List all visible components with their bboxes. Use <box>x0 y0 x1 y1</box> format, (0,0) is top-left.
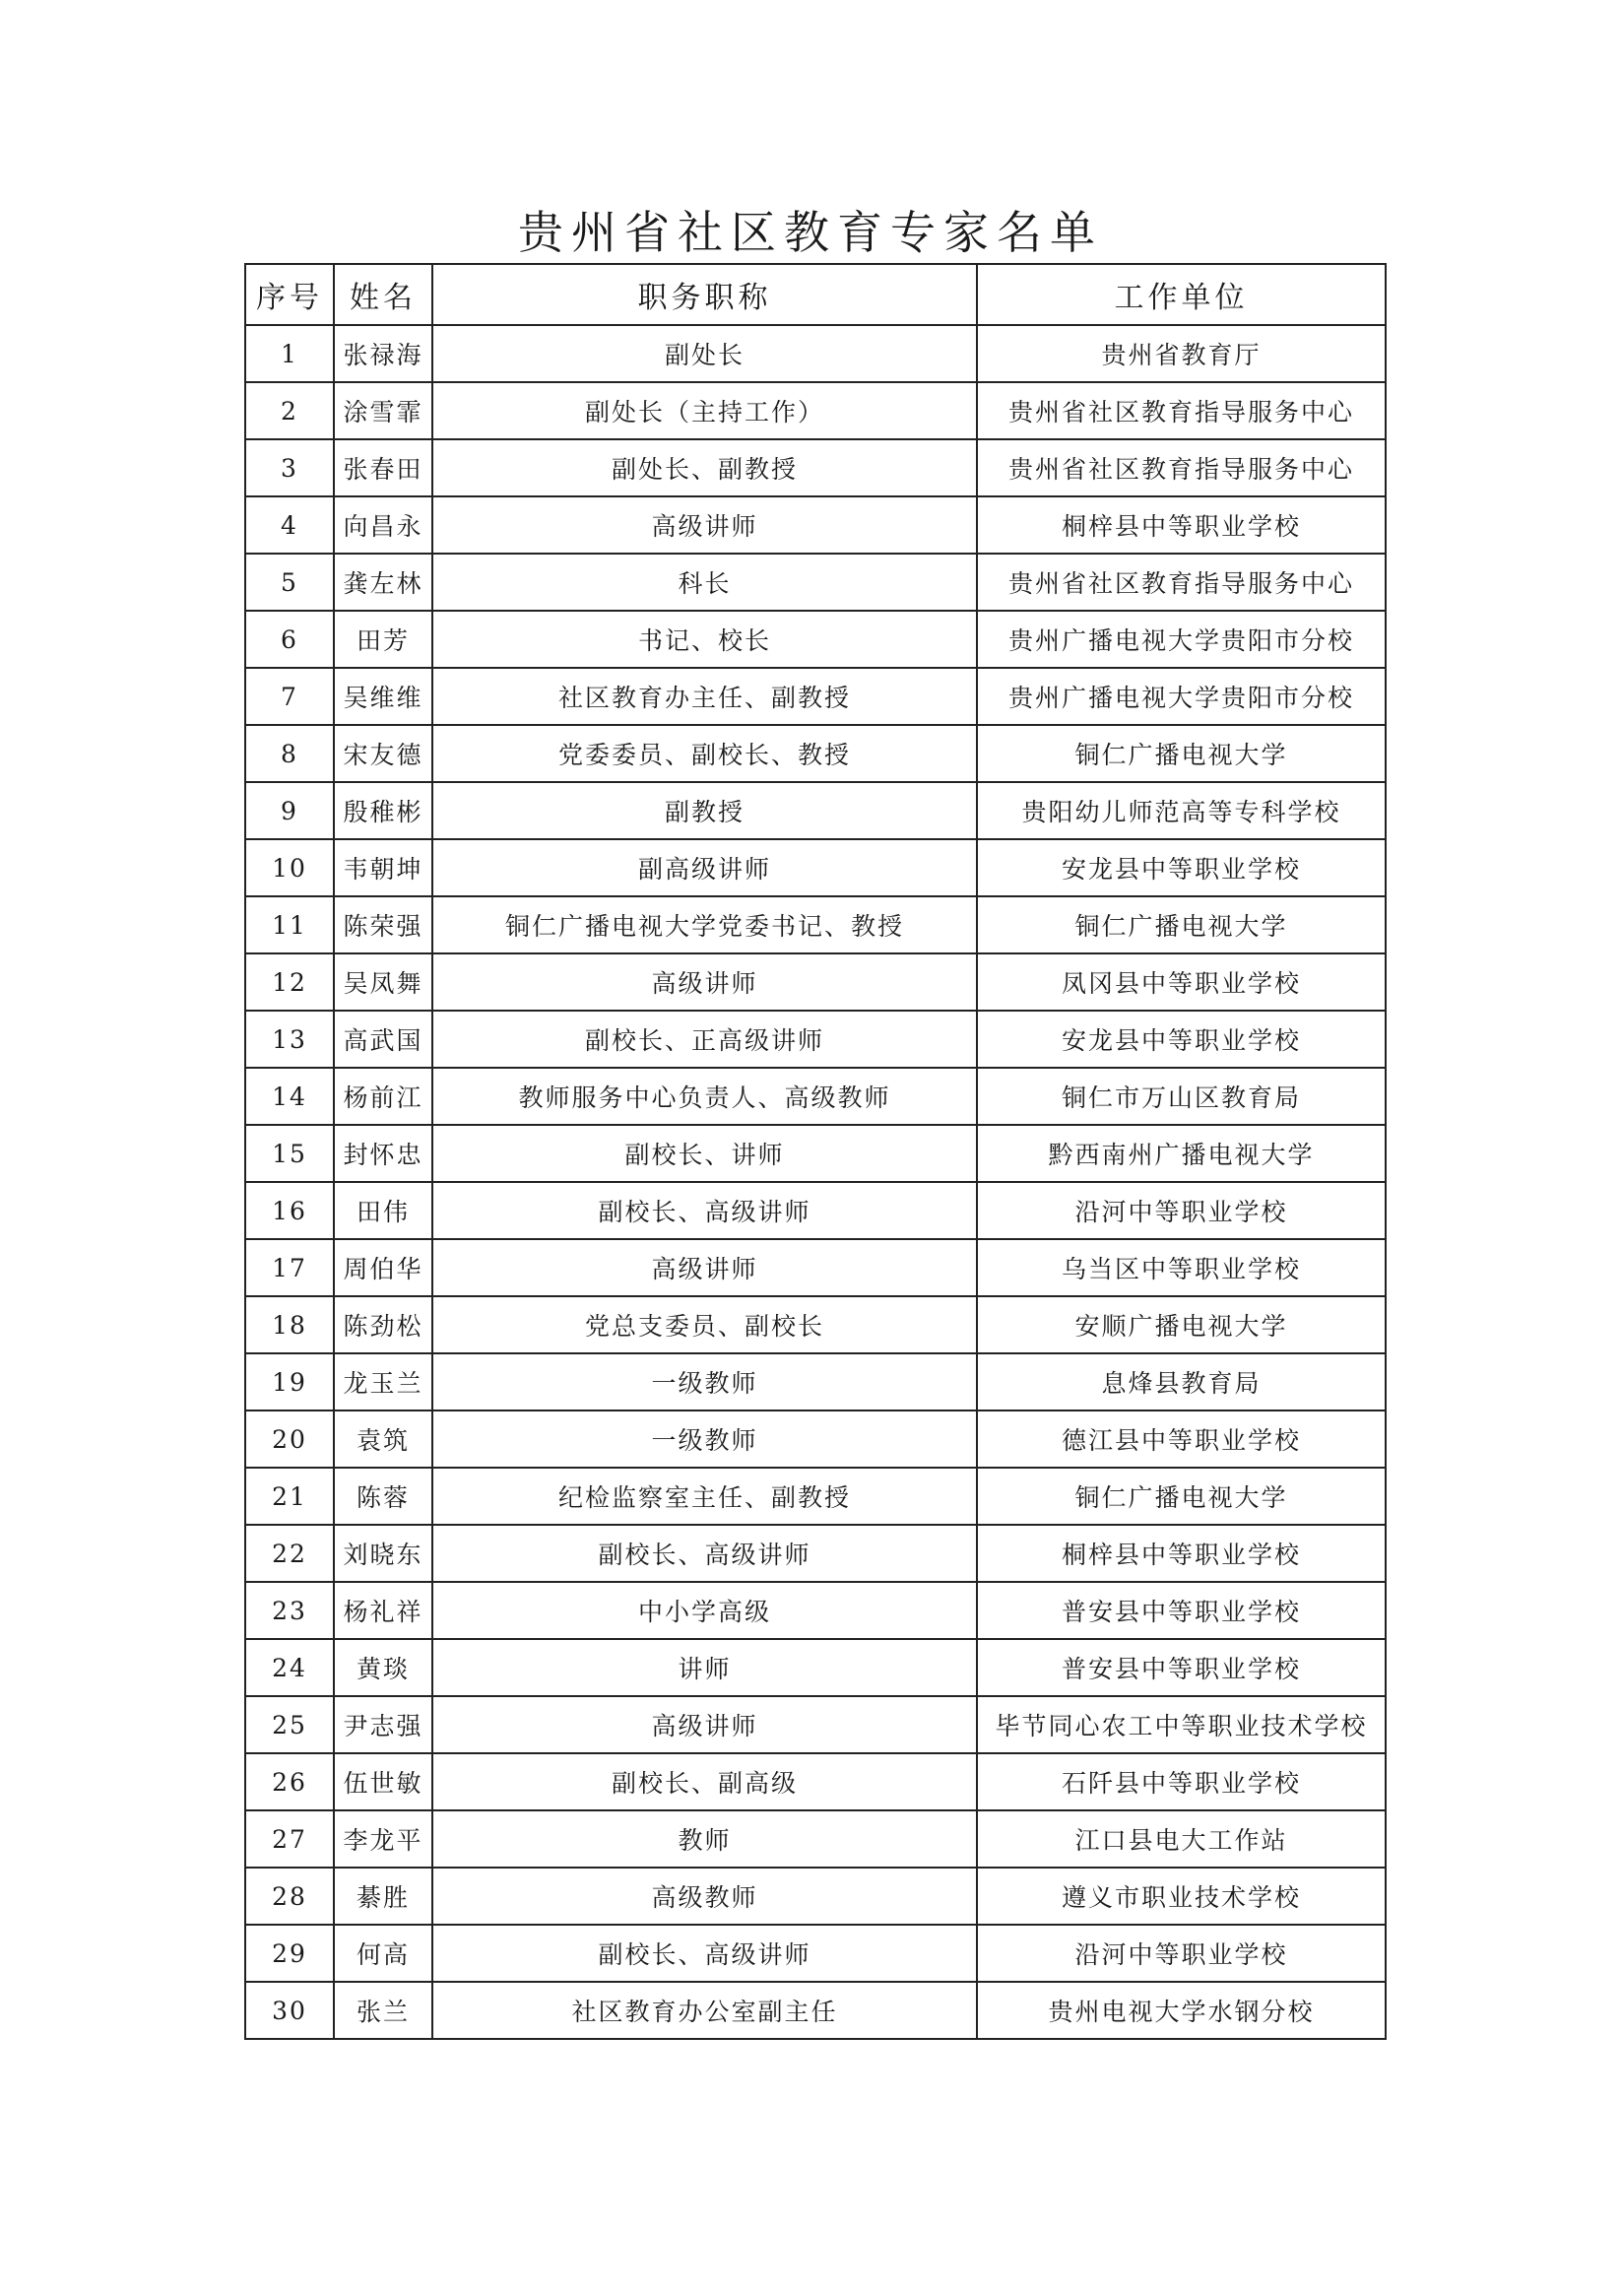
cell-no: 2 <box>245 382 334 439</box>
cell-position: 高级讲师 <box>432 953 977 1011</box>
cell-position: 中小学高级 <box>432 1582 977 1639</box>
cell-no: 3 <box>245 439 334 496</box>
cell-name: 綦胜 <box>334 1868 432 1925</box>
cell-name: 李龙平 <box>334 1810 432 1868</box>
cell-position: 党总支委员、副校长 <box>432 1296 977 1353</box>
table-row <box>245 1068 1386 1125</box>
cell-position: 副高级讲师 <box>432 839 977 896</box>
table-row <box>245 1410 1386 1468</box>
cell-unit: 沿河中等职业学校 <box>977 1182 1386 1239</box>
cell-position: 高级教师 <box>432 1868 977 1925</box>
table-body <box>245 325 1386 2039</box>
cell-position: 副处长、副教授 <box>432 439 977 496</box>
cell-unit: 安龙县中等职业学校 <box>977 839 1386 896</box>
table-row <box>245 1925 1386 1982</box>
cell-position: 副校长、正高级讲师 <box>432 1011 977 1068</box>
table-row <box>245 1868 1386 1925</box>
cell-no: 7 <box>245 668 334 725</box>
cell-no: 1 <box>245 325 334 382</box>
table-row <box>245 1982 1386 2039</box>
cell-unit: 铜仁广播电视大学 <box>977 896 1386 953</box>
cell-position: 书记、校长 <box>432 611 977 668</box>
cell-position: 高级讲师 <box>432 1239 977 1296</box>
table-row <box>245 725 1386 782</box>
cell-name: 向昌永 <box>334 496 432 554</box>
table-row <box>245 1582 1386 1639</box>
table-row <box>245 496 1386 554</box>
cell-no: 20 <box>245 1410 334 1468</box>
cell-no: 27 <box>245 1810 334 1868</box>
cell-no: 16 <box>245 1182 334 1239</box>
cell-no: 28 <box>245 1868 334 1925</box>
cell-position: 教师 <box>432 1810 977 1868</box>
cell-unit: 桐梓县中等职业学校 <box>977 496 1386 554</box>
cell-position: 副校长、讲师 <box>432 1125 977 1182</box>
cell-no: 25 <box>245 1696 334 1753</box>
table-row <box>245 1810 1386 1868</box>
table-row <box>245 325 1386 382</box>
cell-unit: 贵州省教育厅 <box>977 325 1386 382</box>
cell-name: 张兰 <box>334 1982 432 2039</box>
header-no: 序号 <box>245 264 334 325</box>
cell-no: 22 <box>245 1525 334 1582</box>
cell-name: 杨前江 <box>334 1068 432 1125</box>
cell-name: 涂雪霏 <box>334 382 432 439</box>
cell-position: 科长 <box>432 554 977 611</box>
cell-name: 龚左林 <box>334 554 432 611</box>
cell-position: 高级讲师 <box>432 496 977 554</box>
cell-name: 封怀忠 <box>334 1125 432 1182</box>
cell-position: 社区教育办主任、副教授 <box>432 668 977 725</box>
cell-no: 19 <box>245 1353 334 1410</box>
cell-no: 14 <box>245 1068 334 1125</box>
cell-no: 9 <box>245 782 334 839</box>
cell-name: 张禄海 <box>334 325 432 382</box>
cell-no: 10 <box>245 839 334 896</box>
cell-unit: 遵义市职业技术学校 <box>977 1868 1386 1925</box>
cell-name: 刘晓东 <box>334 1525 432 1582</box>
cell-position: 社区教育办公室副主任 <box>432 1982 977 2039</box>
cell-unit: 桐梓县中等职业学校 <box>977 1525 1386 1582</box>
cell-no: 6 <box>245 611 334 668</box>
table-row <box>245 554 1386 611</box>
cell-name: 高武国 <box>334 1011 432 1068</box>
table-row <box>245 839 1386 896</box>
cell-unit: 铜仁广播电视大学 <box>977 1468 1386 1525</box>
cell-position: 副处长（主持工作） <box>432 382 977 439</box>
cell-no: 29 <box>245 1925 334 1982</box>
cell-name: 杨礼祥 <box>334 1582 432 1639</box>
cell-no: 12 <box>245 953 334 1011</box>
cell-name: 田伟 <box>334 1182 432 1239</box>
cell-no: 24 <box>245 1639 334 1696</box>
cell-name: 周伯华 <box>334 1239 432 1296</box>
cell-name: 龙玉兰 <box>334 1353 432 1410</box>
cell-name: 尹志强 <box>334 1696 432 1753</box>
cell-position: 副校长、高级讲师 <box>432 1182 977 1239</box>
table-row <box>245 1296 1386 1353</box>
cell-name: 宋友德 <box>334 725 432 782</box>
cell-unit: 黔西南州广播电视大学 <box>977 1125 1386 1182</box>
cell-unit: 贵州省社区教育指导服务中心 <box>977 439 1386 496</box>
header-name: 姓名 <box>334 264 432 325</box>
cell-name: 何高 <box>334 1925 432 1982</box>
table-row <box>245 1011 1386 1068</box>
cell-position: 副校长、高级讲师 <box>432 1525 977 1582</box>
expert-table <box>244 263 1387 2040</box>
cell-name: 殷稚彬 <box>334 782 432 839</box>
table-row <box>245 896 1386 953</box>
cell-position: 党委委员、副校长、教授 <box>432 725 977 782</box>
cell-unit: 贵州广播电视大学贵阳市分校 <box>977 668 1386 725</box>
cell-name: 陈劲松 <box>334 1296 432 1353</box>
cell-no: 21 <box>245 1468 334 1525</box>
cell-name: 吴维维 <box>334 668 432 725</box>
cell-unit: 贵州电视大学水钢分校 <box>977 1982 1386 2039</box>
table-row <box>245 1125 1386 1182</box>
table-row <box>245 953 1386 1011</box>
cell-name: 伍世敏 <box>334 1753 432 1810</box>
cell-no: 23 <box>245 1582 334 1639</box>
cell-position: 讲师 <box>432 1639 977 1696</box>
cell-unit: 贵阳幼儿师范高等专科学校 <box>977 782 1386 839</box>
cell-name: 袁筑 <box>334 1410 432 1468</box>
cell-unit: 德江县中等职业学校 <box>977 1410 1386 1468</box>
table-header-row <box>245 264 1386 325</box>
table-row <box>245 668 1386 725</box>
page-title: 贵州省社区教育专家名单 <box>518 206 1103 259</box>
cell-unit: 乌当区中等职业学校 <box>977 1239 1386 1296</box>
table-row <box>245 1525 1386 1582</box>
cell-name: 黄琰 <box>334 1639 432 1696</box>
cell-no: 17 <box>245 1239 334 1296</box>
cell-position: 副校长、高级讲师 <box>432 1925 977 1982</box>
cell-unit: 安龙县中等职业学校 <box>977 1011 1386 1068</box>
table-row <box>245 1639 1386 1696</box>
cell-unit: 普安县中等职业学校 <box>977 1639 1386 1696</box>
cell-name: 韦朝坤 <box>334 839 432 896</box>
table-row <box>245 439 1386 496</box>
cell-position: 纪检监察室主任、副教授 <box>432 1468 977 1525</box>
table-row <box>245 1696 1386 1753</box>
cell-no: 11 <box>245 896 334 953</box>
cell-position: 副校长、副高级 <box>432 1753 977 1810</box>
cell-position: 教师服务中心负责人、高级教师 <box>432 1068 977 1125</box>
table-row <box>245 1753 1386 1810</box>
cell-no: 4 <box>245 496 334 554</box>
table-row <box>245 382 1386 439</box>
cell-unit: 凤冈县中等职业学校 <box>977 953 1386 1011</box>
cell-position: 铜仁广播电视大学党委书记、教授 <box>432 896 977 953</box>
cell-no: 18 <box>245 1296 334 1353</box>
cell-unit: 江口县电大工作站 <box>977 1810 1386 1868</box>
cell-unit: 安顺广播电视大学 <box>977 1296 1386 1353</box>
cell-unit: 贵州省社区教育指导服务中心 <box>977 382 1386 439</box>
cell-unit: 毕节同心农工中等职业技术学校 <box>977 1696 1386 1753</box>
table-row <box>245 1239 1386 1296</box>
cell-position: 一级教师 <box>432 1410 977 1468</box>
cell-position: 高级讲师 <box>432 1696 977 1753</box>
cell-unit: 贵州广播电视大学贵阳市分校 <box>977 611 1386 668</box>
header-position: 职务职称 <box>432 264 977 325</box>
cell-name: 陈蓉 <box>334 1468 432 1525</box>
cell-unit: 贵州省社区教育指导服务中心 <box>977 554 1386 611</box>
cell-position: 副处长 <box>432 325 977 382</box>
cell-no: 5 <box>245 554 334 611</box>
cell-no: 15 <box>245 1125 334 1182</box>
cell-position: 副教授 <box>432 782 977 839</box>
cell-name: 吴凤舞 <box>334 953 432 1011</box>
cell-unit: 铜仁广播电视大学 <box>977 725 1386 782</box>
table-row <box>245 1182 1386 1239</box>
cell-name: 张春田 <box>334 439 432 496</box>
cell-unit: 沿河中等职业学校 <box>977 1925 1386 1982</box>
header-unit: 工作单位 <box>977 264 1386 325</box>
table-row <box>245 611 1386 668</box>
table-row <box>245 782 1386 839</box>
cell-unit: 普安县中等职业学校 <box>977 1582 1386 1639</box>
cell-no: 26 <box>245 1753 334 1810</box>
cell-unit: 石阡县中等职业学校 <box>977 1753 1386 1810</box>
cell-no: 13 <box>245 1011 334 1068</box>
cell-position: 一级教师 <box>432 1353 977 1410</box>
table-row <box>245 1353 1386 1410</box>
cell-no: 8 <box>245 725 334 782</box>
cell-no: 30 <box>245 1982 334 2039</box>
cell-name: 田芳 <box>334 611 432 668</box>
cell-name: 陈荣强 <box>334 896 432 953</box>
cell-unit: 息烽县教育局 <box>977 1353 1386 1410</box>
cell-unit: 铜仁市万山区教育局 <box>977 1068 1386 1125</box>
table-row <box>245 1468 1386 1525</box>
